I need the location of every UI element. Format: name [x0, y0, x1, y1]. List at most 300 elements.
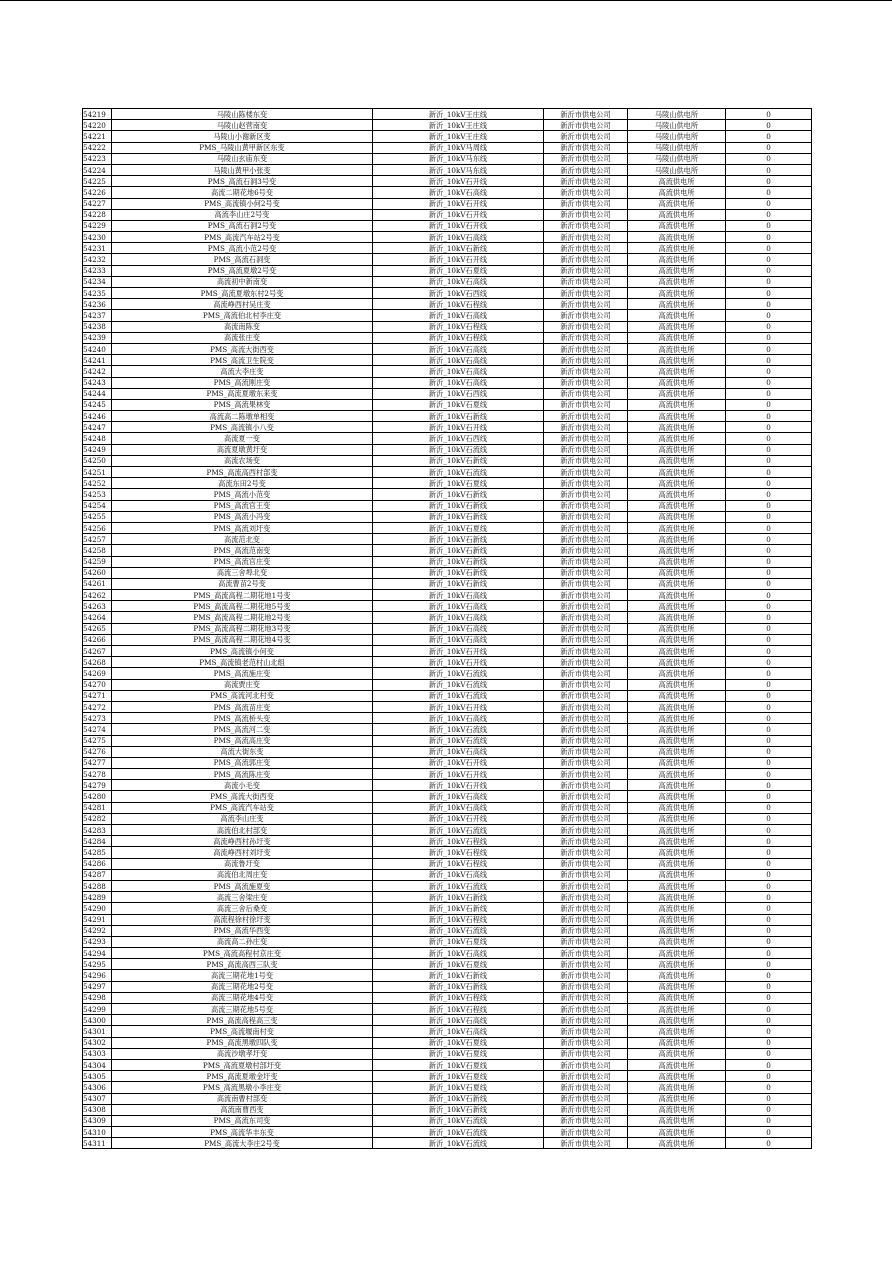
- cell-transformer-name: PMS_高流镇老范村山北组: [112, 657, 373, 668]
- cell-feeder-line: 新沂_10kV马东线: [373, 153, 544, 164]
- cell-company: 新沂市供电公司: [544, 634, 628, 645]
- cell-value: 0: [726, 780, 812, 791]
- cell-feeder-line: 新沂_10kV石新线: [373, 545, 544, 556]
- cell-supply-station: 高流供电所: [628, 813, 726, 824]
- cell-value: 0: [726, 299, 812, 310]
- cell-row-id: 54251: [83, 467, 112, 478]
- cell-row-id: 54284: [83, 836, 112, 847]
- cell-transformer-name: PMS_高流伯北村李庄变: [112, 310, 373, 321]
- cell-company: 新沂市供电公司: [544, 1037, 628, 1048]
- cell-value: 0: [726, 1037, 812, 1048]
- cell-row-id: 54261: [83, 578, 112, 589]
- table-row: [83, 243, 812, 254]
- cell-company: 新沂市供电公司: [544, 288, 628, 299]
- cell-company: 新沂市供电公司: [544, 366, 628, 377]
- table-row: [83, 109, 812, 120]
- cell-supply-station: 高流供电所: [628, 232, 726, 243]
- table-row: [83, 467, 812, 478]
- table-row: [83, 701, 812, 712]
- cell-value: 0: [726, 936, 812, 947]
- cell-value: 0: [726, 646, 812, 657]
- cell-company: 新沂市供电公司: [544, 1026, 628, 1037]
- cell-value: 0: [726, 1104, 812, 1115]
- cell-transformer-name: PMS_高流华丰东变: [112, 1127, 373, 1138]
- cell-supply-station: 高流供电所: [628, 377, 726, 388]
- cell-company: 新沂市供电公司: [544, 489, 628, 500]
- cell-company: 新沂市供电公司: [544, 187, 628, 198]
- cell-feeder-line: 新沂_10kV石开线: [373, 220, 544, 231]
- cell-transformer-name: PMS_高流汽车站变: [112, 802, 373, 813]
- cell-supply-station: 高流供电所: [628, 869, 726, 880]
- cell-feeder-line: 新沂_10kV石新线: [373, 1104, 544, 1115]
- cell-company: 新沂市供电公司: [544, 612, 628, 623]
- cell-transformer-name: 高流峥西村孙圩变: [112, 836, 373, 847]
- cell-row-id: 54305: [83, 1071, 112, 1082]
- cell-feeder-line: 新沂_10kV石程线: [373, 1004, 544, 1015]
- cell-transformer-name: PMS_高流小范2号变: [112, 243, 373, 254]
- cell-feeder-line: 新沂_10kV石新线: [373, 500, 544, 511]
- cell-supply-station: 高流供电所: [628, 1104, 726, 1115]
- cell-transformer-name: 高流大李庄变: [112, 366, 373, 377]
- cell-transformer-name: PMS_高流石洞3号变: [112, 176, 373, 187]
- cell-company: 新沂市供电公司: [544, 825, 628, 836]
- table-row: [83, 545, 812, 556]
- cell-transformer-name: 高流沙墩孝圩变: [112, 1048, 373, 1059]
- cell-company: 新沂市供电公司: [544, 892, 628, 903]
- cell-row-id: 54285: [83, 847, 112, 858]
- cell-row-id: 54296: [83, 970, 112, 981]
- cell-feeder-line: 新沂_10kV王庄线: [373, 109, 544, 120]
- cell-transformer-name: PMS_高流镇小何2号变: [112, 198, 373, 209]
- cell-feeder-line: 新沂_10kV石高线: [373, 791, 544, 802]
- cell-transformer-name: 高流二期花地6号变: [112, 187, 373, 198]
- cell-feeder-line: 新沂_10kV石新线: [373, 511, 544, 522]
- cell-supply-station: 高流供电所: [628, 981, 726, 992]
- cell-value: 0: [726, 724, 812, 735]
- cell-supply-station: 高流供电所: [628, 903, 726, 914]
- cell-row-id: 54275: [83, 735, 112, 746]
- table-row: [83, 1026, 812, 1037]
- cell-company: 新沂市供电公司: [544, 903, 628, 914]
- cell-company: 新沂市供电公司: [544, 500, 628, 511]
- cell-transformer-name: 高流峥西村刘圩变: [112, 847, 373, 858]
- cell-transformer-name: PMS_高流黑墩四队变: [112, 1037, 373, 1048]
- cell-feeder-line: 新沂_10kV石高线: [373, 366, 544, 377]
- cell-supply-station: 高流供电所: [628, 1048, 726, 1059]
- cell-feeder-line: 新沂_10kV石夏线: [373, 399, 544, 410]
- cell-transformer-name: 高流三期花地4号变: [112, 992, 373, 1003]
- cell-transformer-name: PMS_高流夏墩村部圩变: [112, 1059, 373, 1070]
- cell-value: 0: [726, 220, 812, 231]
- table-row: [83, 880, 812, 891]
- cell-company: 新沂市供电公司: [544, 399, 628, 410]
- cell-transformer-name: 高流三期花地2号变: [112, 981, 373, 992]
- cell-supply-station: 高流供电所: [628, 343, 726, 354]
- cell-feeder-line: 新沂_10kV石高线: [373, 1026, 544, 1037]
- cell-feeder-line: 新沂_10kV石夏线: [373, 1037, 544, 1048]
- cell-value: 0: [726, 534, 812, 545]
- cell-company: 新沂市供电公司: [544, 724, 628, 735]
- cell-value: 0: [726, 478, 812, 489]
- cell-company: 新沂市供电公司: [544, 1082, 628, 1093]
- cell-feeder-line: 新沂_10kV马周线: [373, 142, 544, 153]
- cell-transformer-name: 马陵山玄庙东变: [112, 153, 373, 164]
- cell-transformer-name: PMS_高流高程高三变: [112, 1015, 373, 1026]
- table-row: [83, 925, 812, 936]
- cell-company: 新沂市供电公司: [544, 735, 628, 746]
- cell-company: 新沂市供电公司: [544, 668, 628, 679]
- cell-value: 0: [726, 746, 812, 757]
- table-row: [83, 265, 812, 276]
- cell-company: 新沂市供电公司: [544, 1048, 628, 1059]
- cell-supply-station: 高流供电所: [628, 1037, 726, 1048]
- table-row: [83, 1082, 812, 1093]
- cell-row-id: 54249: [83, 444, 112, 455]
- table-row: [83, 914, 812, 925]
- cell-supply-station: 高流供电所: [628, 735, 726, 746]
- table-row: [83, 500, 812, 511]
- cell-feeder-line: 新沂_10kV石开线: [373, 422, 544, 433]
- cell-transformer-name: 高流高二陈墩单相变: [112, 411, 373, 422]
- cell-company: 新沂市供电公司: [544, 690, 628, 701]
- cell-row-id: 54242: [83, 366, 112, 377]
- cell-supply-station: 马陵山供电所: [628, 120, 726, 131]
- cell-supply-station: 高流供电所: [628, 825, 726, 836]
- cell-row-id: 54241: [83, 355, 112, 366]
- cell-row-id: 54293: [83, 936, 112, 947]
- cell-transformer-name: 马陵山小谢新区变: [112, 131, 373, 142]
- cell-supply-station: 高流供电所: [628, 936, 726, 947]
- cell-value: 0: [726, 903, 812, 914]
- cell-transformer-name: 高流南曹村部变: [112, 1093, 373, 1104]
- cell-company: 新沂市供电公司: [544, 332, 628, 343]
- cell-row-id: 54277: [83, 757, 112, 768]
- table-row: [83, 288, 812, 299]
- cell-row-id: 54254: [83, 500, 112, 511]
- cell-supply-station: 高流供电所: [628, 534, 726, 545]
- cell-row-id: 54222: [83, 142, 112, 153]
- cell-company: 新沂市供电公司: [544, 142, 628, 153]
- cell-company: 新沂市供电公司: [544, 601, 628, 612]
- cell-feeder-line: 新沂_10kV石高线: [373, 612, 544, 623]
- cell-value: 0: [726, 567, 812, 578]
- cell-transformer-name: 高流夏一变: [112, 433, 373, 444]
- table-row: [83, 892, 812, 903]
- cell-transformer-name: 高流范北变: [112, 534, 373, 545]
- cell-feeder-line: 新沂_10kV石新线: [373, 556, 544, 567]
- cell-row-id: 54276: [83, 746, 112, 757]
- cell-supply-station: 高流供电所: [628, 914, 726, 925]
- cell-row-id: 54221: [83, 131, 112, 142]
- table-row: [83, 646, 812, 657]
- cell-row-id: 54229: [83, 220, 112, 231]
- cell-transformer-name: 高流大街东变: [112, 746, 373, 757]
- cell-row-id: 54298: [83, 992, 112, 1003]
- cell-value: 0: [726, 455, 812, 466]
- cell-supply-station: 高流供电所: [628, 746, 726, 757]
- cell-row-id: 54268: [83, 657, 112, 668]
- cell-row-id: 54258: [83, 545, 112, 556]
- table-row: [83, 735, 812, 746]
- table-row: [83, 936, 812, 947]
- cell-value: 0: [726, 444, 812, 455]
- table-row: [83, 1004, 812, 1015]
- cell-company: 新沂市供电公司: [544, 254, 628, 265]
- cell-supply-station: 高流供电所: [628, 578, 726, 589]
- cell-company: 新沂市供电公司: [544, 992, 628, 1003]
- cell-company: 新沂市供电公司: [544, 556, 628, 567]
- cell-value: 0: [726, 590, 812, 601]
- cell-row-id: 54250: [83, 455, 112, 466]
- cell-transformer-name: 高流三期花地5号变: [112, 1004, 373, 1015]
- table-row: [83, 187, 812, 198]
- cell-transformer-name: 高流农场变: [112, 455, 373, 466]
- cell-transformer-name: PMS_高流大李庄2号变: [112, 1138, 373, 1149]
- cell-transformer-name: PMS_高流果林变: [112, 399, 373, 410]
- cell-supply-station: 高流供电所: [628, 925, 726, 936]
- table-row: [83, 959, 812, 970]
- cell-feeder-line: 新沂_10kV石程线: [373, 299, 544, 310]
- cell-value: 0: [726, 355, 812, 366]
- cell-row-id: 54226: [83, 187, 112, 198]
- cell-company: 新沂市供电公司: [544, 623, 628, 634]
- cell-supply-station: 高流供电所: [628, 836, 726, 847]
- cell-transformer-name: PMS_高流高西三队变: [112, 959, 373, 970]
- cell-row-id: 54227: [83, 198, 112, 209]
- cell-transformer-name: PMS_高流官王变: [112, 500, 373, 511]
- cell-company: 新沂市供电公司: [544, 757, 628, 768]
- cell-feeder-line: 新沂_10kV石高线: [373, 1015, 544, 1026]
- cell-value: 0: [726, 209, 812, 220]
- cell-company: 新沂市供电公司: [544, 1015, 628, 1026]
- cell-value: 0: [726, 153, 812, 164]
- cell-transformer-name: PMS_高流刘圩变: [112, 522, 373, 533]
- cell-company: 新沂市供电公司: [544, 377, 628, 388]
- cell-company: 新沂市供电公司: [544, 657, 628, 668]
- cell-row-id: 54308: [83, 1104, 112, 1115]
- cell-company: 新沂市供电公司: [544, 713, 628, 724]
- cell-transformer-name: 高流高二孙庄变: [112, 936, 373, 947]
- cell-company: 新沂市供电公司: [544, 545, 628, 556]
- cell-feeder-line: 新沂_10kV石夏线: [373, 478, 544, 489]
- cell-row-id: 54269: [83, 668, 112, 679]
- table-row: [83, 522, 812, 533]
- cell-row-id: 54281: [83, 802, 112, 813]
- table-row: [83, 970, 812, 981]
- cell-feeder-line: 新沂_10kV石开线: [373, 209, 544, 220]
- cell-company: 新沂市供电公司: [544, 511, 628, 522]
- cell-feeder-line: 新沂_10kV石流线: [373, 690, 544, 701]
- cell-company: 新沂市供电公司: [544, 578, 628, 589]
- cell-transformer-name: 高流伯北村部变: [112, 825, 373, 836]
- cell-row-id: 54299: [83, 1004, 112, 1015]
- cell-feeder-line: 新沂_10kV石高线: [373, 802, 544, 813]
- cell-value: 0: [726, 981, 812, 992]
- cell-company: 新沂市供电公司: [544, 164, 628, 175]
- cell-row-id: 54295: [83, 959, 112, 970]
- cell-supply-station: 高流供电所: [628, 1026, 726, 1037]
- cell-value: 0: [726, 791, 812, 802]
- cell-row-id: 54237: [83, 310, 112, 321]
- cell-row-id: 54234: [83, 276, 112, 287]
- cell-supply-station: 高流供电所: [628, 724, 726, 735]
- cell-feeder-line: 新沂_10kV石西线: [373, 388, 544, 399]
- cell-supply-station: 高流供电所: [628, 769, 726, 780]
- cell-supply-station: 高流供电所: [628, 992, 726, 1003]
- table-row: [83, 332, 812, 343]
- cell-row-id: 54228: [83, 209, 112, 220]
- cell-row-id: 54239: [83, 332, 112, 343]
- cell-supply-station: 马陵山供电所: [628, 153, 726, 164]
- cell-transformer-name: PMS_高流小范变: [112, 489, 373, 500]
- cell-company: 新沂市供电公司: [544, 299, 628, 310]
- cell-row-id: 54283: [83, 825, 112, 836]
- cell-company: 新沂市供电公司: [544, 444, 628, 455]
- cell-row-id: 54307: [83, 1093, 112, 1104]
- cell-supply-station: 高流供电所: [628, 612, 726, 623]
- cell-company: 新沂市供电公司: [544, 590, 628, 601]
- cell-value: 0: [726, 321, 812, 332]
- cell-transformer-name: 高流张庄变: [112, 332, 373, 343]
- cell-supply-station: 高流供电所: [628, 467, 726, 478]
- cell-row-id: 54246: [83, 411, 112, 422]
- cell-row-id: 54243: [83, 377, 112, 388]
- cell-transformer-name: 高流夏墩黄圩变: [112, 444, 373, 455]
- cell-transformer-name: PMS_高流高程二期花地4号变: [112, 634, 373, 645]
- cell-row-id: 54279: [83, 780, 112, 791]
- cell-supply-station: 高流供电所: [628, 243, 726, 254]
- cell-row-id: 54255: [83, 511, 112, 522]
- cell-feeder-line: 新沂_10kV石高线: [373, 590, 544, 601]
- table-row: [83, 1071, 812, 1082]
- cell-value: 0: [726, 332, 812, 343]
- cell-feeder-line: 新沂_10kV石高线: [373, 746, 544, 757]
- table-row: [83, 724, 812, 735]
- cell-transformer-name: 高流小毛变: [112, 780, 373, 791]
- cell-company: 新沂市供电公司: [544, 679, 628, 690]
- cell-supply-station: 高流供电所: [628, 970, 726, 981]
- table-row: [83, 847, 812, 858]
- cell-value: 0: [726, 422, 812, 433]
- table-row: [83, 791, 812, 802]
- cell-supply-station: 高流供电所: [628, 187, 726, 198]
- table-row: [83, 120, 812, 131]
- cell-feeder-line: 新沂_10kV石夏线: [373, 959, 544, 970]
- cell-row-id: 54220: [83, 120, 112, 131]
- cell-value: 0: [726, 366, 812, 377]
- cell-supply-station: 高流供电所: [628, 1059, 726, 1070]
- cell-transformer-name: PMS_高流河北村变: [112, 690, 373, 701]
- cell-company: 新沂市供电公司: [544, 869, 628, 880]
- cell-company: 新沂市供电公司: [544, 343, 628, 354]
- cell-supply-station: 高流供电所: [628, 1093, 726, 1104]
- cell-company: 新沂市供电公司: [544, 802, 628, 813]
- cell-transformer-name: 高流初中新南变: [112, 276, 373, 287]
- cell-feeder-line: 新沂_10kV马东线: [373, 164, 544, 175]
- cell-value: 0: [726, 679, 812, 690]
- cell-company: 新沂市供电公司: [544, 925, 628, 936]
- cell-value: 0: [726, 634, 812, 645]
- table-row: [83, 679, 812, 690]
- cell-company: 新沂市供电公司: [544, 534, 628, 545]
- cell-transformer-name: PMS_高流施夏变: [112, 880, 373, 891]
- cell-company: 新沂市供电公司: [544, 243, 628, 254]
- cell-value: 0: [726, 869, 812, 880]
- table-row: [83, 713, 812, 724]
- cell-supply-station: 高流供电所: [628, 780, 726, 791]
- cell-supply-station: 高流供电所: [628, 220, 726, 231]
- cell-feeder-line: 新沂_10kV石程线: [373, 992, 544, 1003]
- cell-feeder-line: 新沂_10kV石流线: [373, 1115, 544, 1126]
- cell-transformer-name: PMS_高流高程村京庄变: [112, 948, 373, 959]
- table-row: [83, 131, 812, 142]
- cell-company: 新沂市供电公司: [544, 433, 628, 444]
- cell-value: 0: [726, 176, 812, 187]
- table-row: [83, 668, 812, 679]
- cell-supply-station: 高流供电所: [628, 332, 726, 343]
- table-row: [83, 310, 812, 321]
- cell-supply-station: 高流供电所: [628, 299, 726, 310]
- cell-row-id: 54288: [83, 880, 112, 891]
- table-row: [83, 366, 812, 377]
- cell-transformer-name: 马陵山黄甲小张变: [112, 164, 373, 175]
- cell-value: 0: [726, 825, 812, 836]
- cell-supply-station: 高流供电所: [628, 500, 726, 511]
- cell-transformer-name: PMS_高流夏墩东来变: [112, 388, 373, 399]
- cell-value: 0: [726, 142, 812, 153]
- cell-supply-station: 高流供电所: [628, 433, 726, 444]
- cell-row-id: 54257: [83, 534, 112, 545]
- cell-value: 0: [726, 623, 812, 634]
- table-row: [83, 1037, 812, 1048]
- cell-value: 0: [726, 959, 812, 970]
- cell-company: 新沂市供电公司: [544, 232, 628, 243]
- cell-supply-station: 高流供电所: [628, 511, 726, 522]
- table-row: [83, 590, 812, 601]
- cell-feeder-line: 新沂_10kV石高线: [373, 343, 544, 354]
- cell-feeder-line: 新沂_10kV石高线: [373, 276, 544, 287]
- cell-value: 0: [726, 769, 812, 780]
- cell-value: 0: [726, 545, 812, 556]
- cell-company: 新沂市供电公司: [544, 220, 628, 231]
- cell-value: 0: [726, 433, 812, 444]
- cell-transformer-name: PMS_高流夏墩东村2号变: [112, 288, 373, 299]
- cell-transformer-name: PMS_高流陈庄变: [112, 769, 373, 780]
- cell-row-id: 54273: [83, 713, 112, 724]
- cell-supply-station: 高流供电所: [628, 522, 726, 533]
- cell-row-id: 54264: [83, 612, 112, 623]
- cell-row-id: 54301: [83, 1026, 112, 1037]
- table-row: [83, 802, 812, 813]
- cell-supply-station: 高流供电所: [628, 265, 726, 276]
- cell-feeder-line: 新沂_10kV石流线: [373, 444, 544, 455]
- cell-transformer-name: PMS_马陵山黄甲新区东变: [112, 142, 373, 153]
- cell-supply-station: 高流供电所: [628, 690, 726, 701]
- cell-value: 0: [726, 668, 812, 679]
- cell-company: 新沂市供电公司: [544, 478, 628, 489]
- cell-feeder-line: 新沂_10kV石夏线: [373, 522, 544, 533]
- cell-feeder-line: 新沂_10kV石新线: [373, 455, 544, 466]
- cell-row-id: 54263: [83, 601, 112, 612]
- cell-feeder-line: 新沂_10kV石程线: [373, 847, 544, 858]
- cell-row-id: 54235: [83, 288, 112, 299]
- cell-company: 新沂市供电公司: [544, 310, 628, 321]
- cell-transformer-name: PMS_高流河二变: [112, 724, 373, 735]
- cell-supply-station: 高流供电所: [628, 948, 726, 959]
- table-row: [83, 612, 812, 623]
- cell-company: 新沂市供电公司: [544, 981, 628, 992]
- table-row: [83, 1093, 812, 1104]
